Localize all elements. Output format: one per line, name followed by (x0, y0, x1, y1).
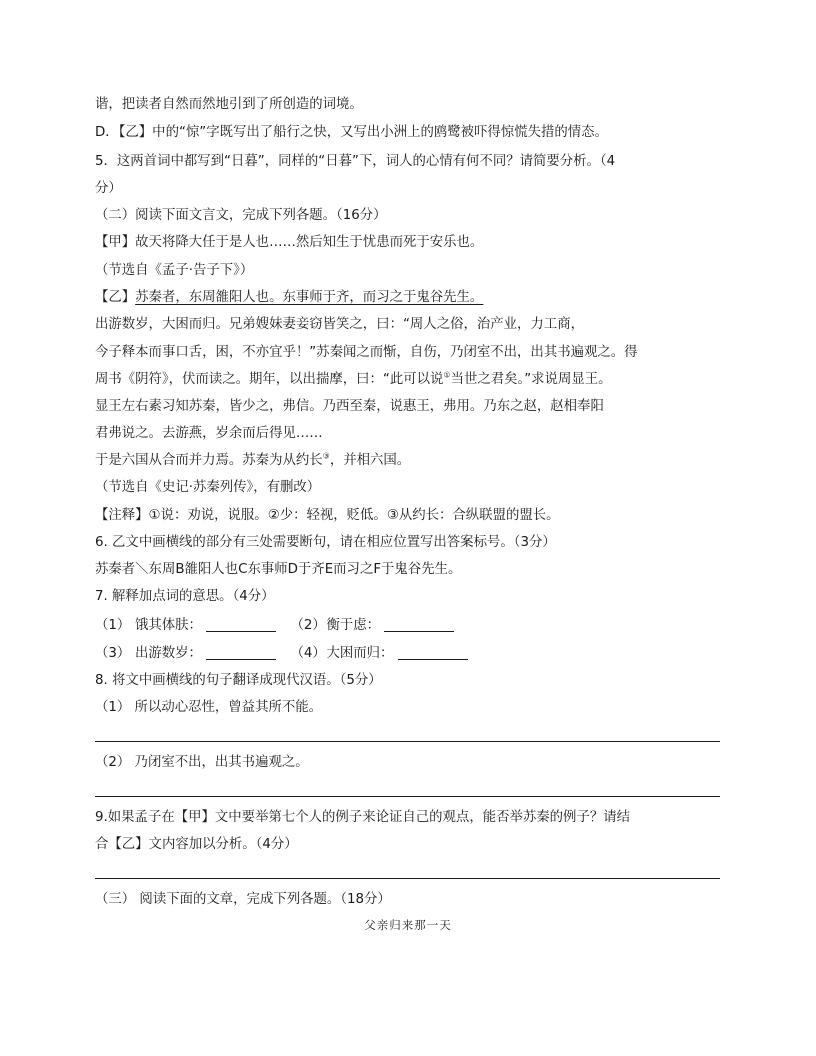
item-number: （3） (95, 646, 131, 661)
annotations: 【注释】①说：劝说，说服。②少：轻视，贬低。③从约长：合纵联盟的盟长。 (95, 508, 560, 523)
passage-yi-line: 今子释本而事口舌，困，不亦宜乎！”苏秦闻之而惭，自伤，乃闭室不出，出其书遍观之。得 (95, 345, 638, 360)
passage-yi-line: 君弗说之。去游燕，岁余而后得见…… (95, 426, 323, 441)
item-word: 出游数岁： (135, 646, 202, 661)
essay-title: 父亲归来那一天 (364, 918, 452, 932)
source-yi: （节选自《史记·苏秦列传》，有删改） (95, 480, 321, 495)
answer-line[interactable] (95, 796, 720, 797)
passage-yi-line (95, 452, 410, 470)
answer-blank[interactable] (398, 645, 468, 660)
question-8-item-1: （1） 所以动心忍性，曾益其所不能。 (95, 700, 323, 715)
option-d: D．【乙】中的“惊”字既写出了船行之快，又写出小洲上的鸥鹭被吓得惊慌失措的情态。 (95, 125, 608, 140)
item-word: 衡于虑： (326, 618, 381, 633)
passage-text: 于是六国从合而并力焉。苏秦为从约长 (95, 453, 323, 468)
item-word: 大困而归： (326, 646, 394, 661)
passage-yi-first-line (95, 289, 483, 307)
question-8: 8. 将文中画横线的句子翻译成现代汉语。（5分） (95, 673, 382, 688)
item-number: （2） (290, 618, 326, 633)
question-8-item-2: （2） 乃闭室不出，出其书遍观之。 (95, 755, 309, 770)
item-word: 饿其体肤： (135, 618, 202, 633)
passage-text: 当世之君矣。”求说周显王。 (450, 372, 612, 387)
footnote-marker: ③ (322, 451, 330, 461)
answer-blank[interactable] (206, 617, 276, 632)
item-number: （1） (95, 618, 131, 633)
answer-line[interactable] (95, 878, 720, 879)
section-2-heading: （二）阅读下面文言文，完成下列各题。（16分） (95, 208, 387, 223)
question-5: 5．这两首词中都写到“日暮”，同样的“日暮”下，词人的心情有何不同？请简要分析。（4 (95, 154, 616, 169)
passage-jia: 【甲】故天将降大任于是人也……然后知生于忧患而死于安乐也。 (95, 235, 484, 250)
answer-line[interactable] (95, 741, 720, 742)
source-jia: （节选自《孟子·告子下》） (95, 263, 254, 278)
underlined-sentence: 苏秦者，东周雒阳人也。东事师于齐，而习之于鬼谷先生。 (135, 290, 484, 305)
item-number: （4） (290, 646, 326, 661)
question-6: 6. 乙文中画横线的部分有三处需要断句，请在相应位置写出答案标号。（3分） (95, 535, 556, 550)
passage-text: 周书《阴符》，伏而读之。期年，以出揣摩，曰：“此可以说 (95, 372, 444, 387)
passage-yi-line (95, 371, 612, 389)
answer-blank[interactable] (384, 617, 454, 632)
question-9-cont: 合【乙】文内容加以分析。（4分） (95, 837, 298, 852)
text-line: 谐，把读者自然而然地引到了所创造的词境。 (95, 97, 363, 112)
question-9: 9.如果孟子在【甲】文中要举第七个人的例子来论证自己的观点，能否举苏秦的例子？请结 (95, 810, 631, 825)
question-5-points: 分） (95, 181, 122, 196)
question-7: 7. 解释加点词的意思。（4分） (95, 589, 275, 604)
answer-blank[interactable] (206, 645, 276, 660)
passage-yi-line: 出游数岁，大困而归。兄弟嫂妹妻妾窃皆笑之，曰：“周人之俗，治产业，力工商， (95, 317, 584, 332)
passage-yi-line: 显王左右素习知苏秦，皆少之，弗信。乃西至秦，说惠王，弗用。乃东之赵，赵相奉阳 (95, 399, 604, 414)
question-6-sentence: 苏秦者＼东周B雒阳人也C东事师D于齐E而习之F于鬼谷先生。 (95, 562, 462, 577)
section-3-heading: （三） 阅读下面的文章，完成下列各题。（18分） (95, 892, 391, 907)
question-7-row-2 (95, 645, 468, 663)
question-7-row-1 (95, 617, 454, 635)
footnote-marker: ① (443, 370, 451, 380)
passage-text: ，并相六国。 (329, 453, 411, 468)
passage-yi-label: 【乙】 (95, 290, 136, 305)
